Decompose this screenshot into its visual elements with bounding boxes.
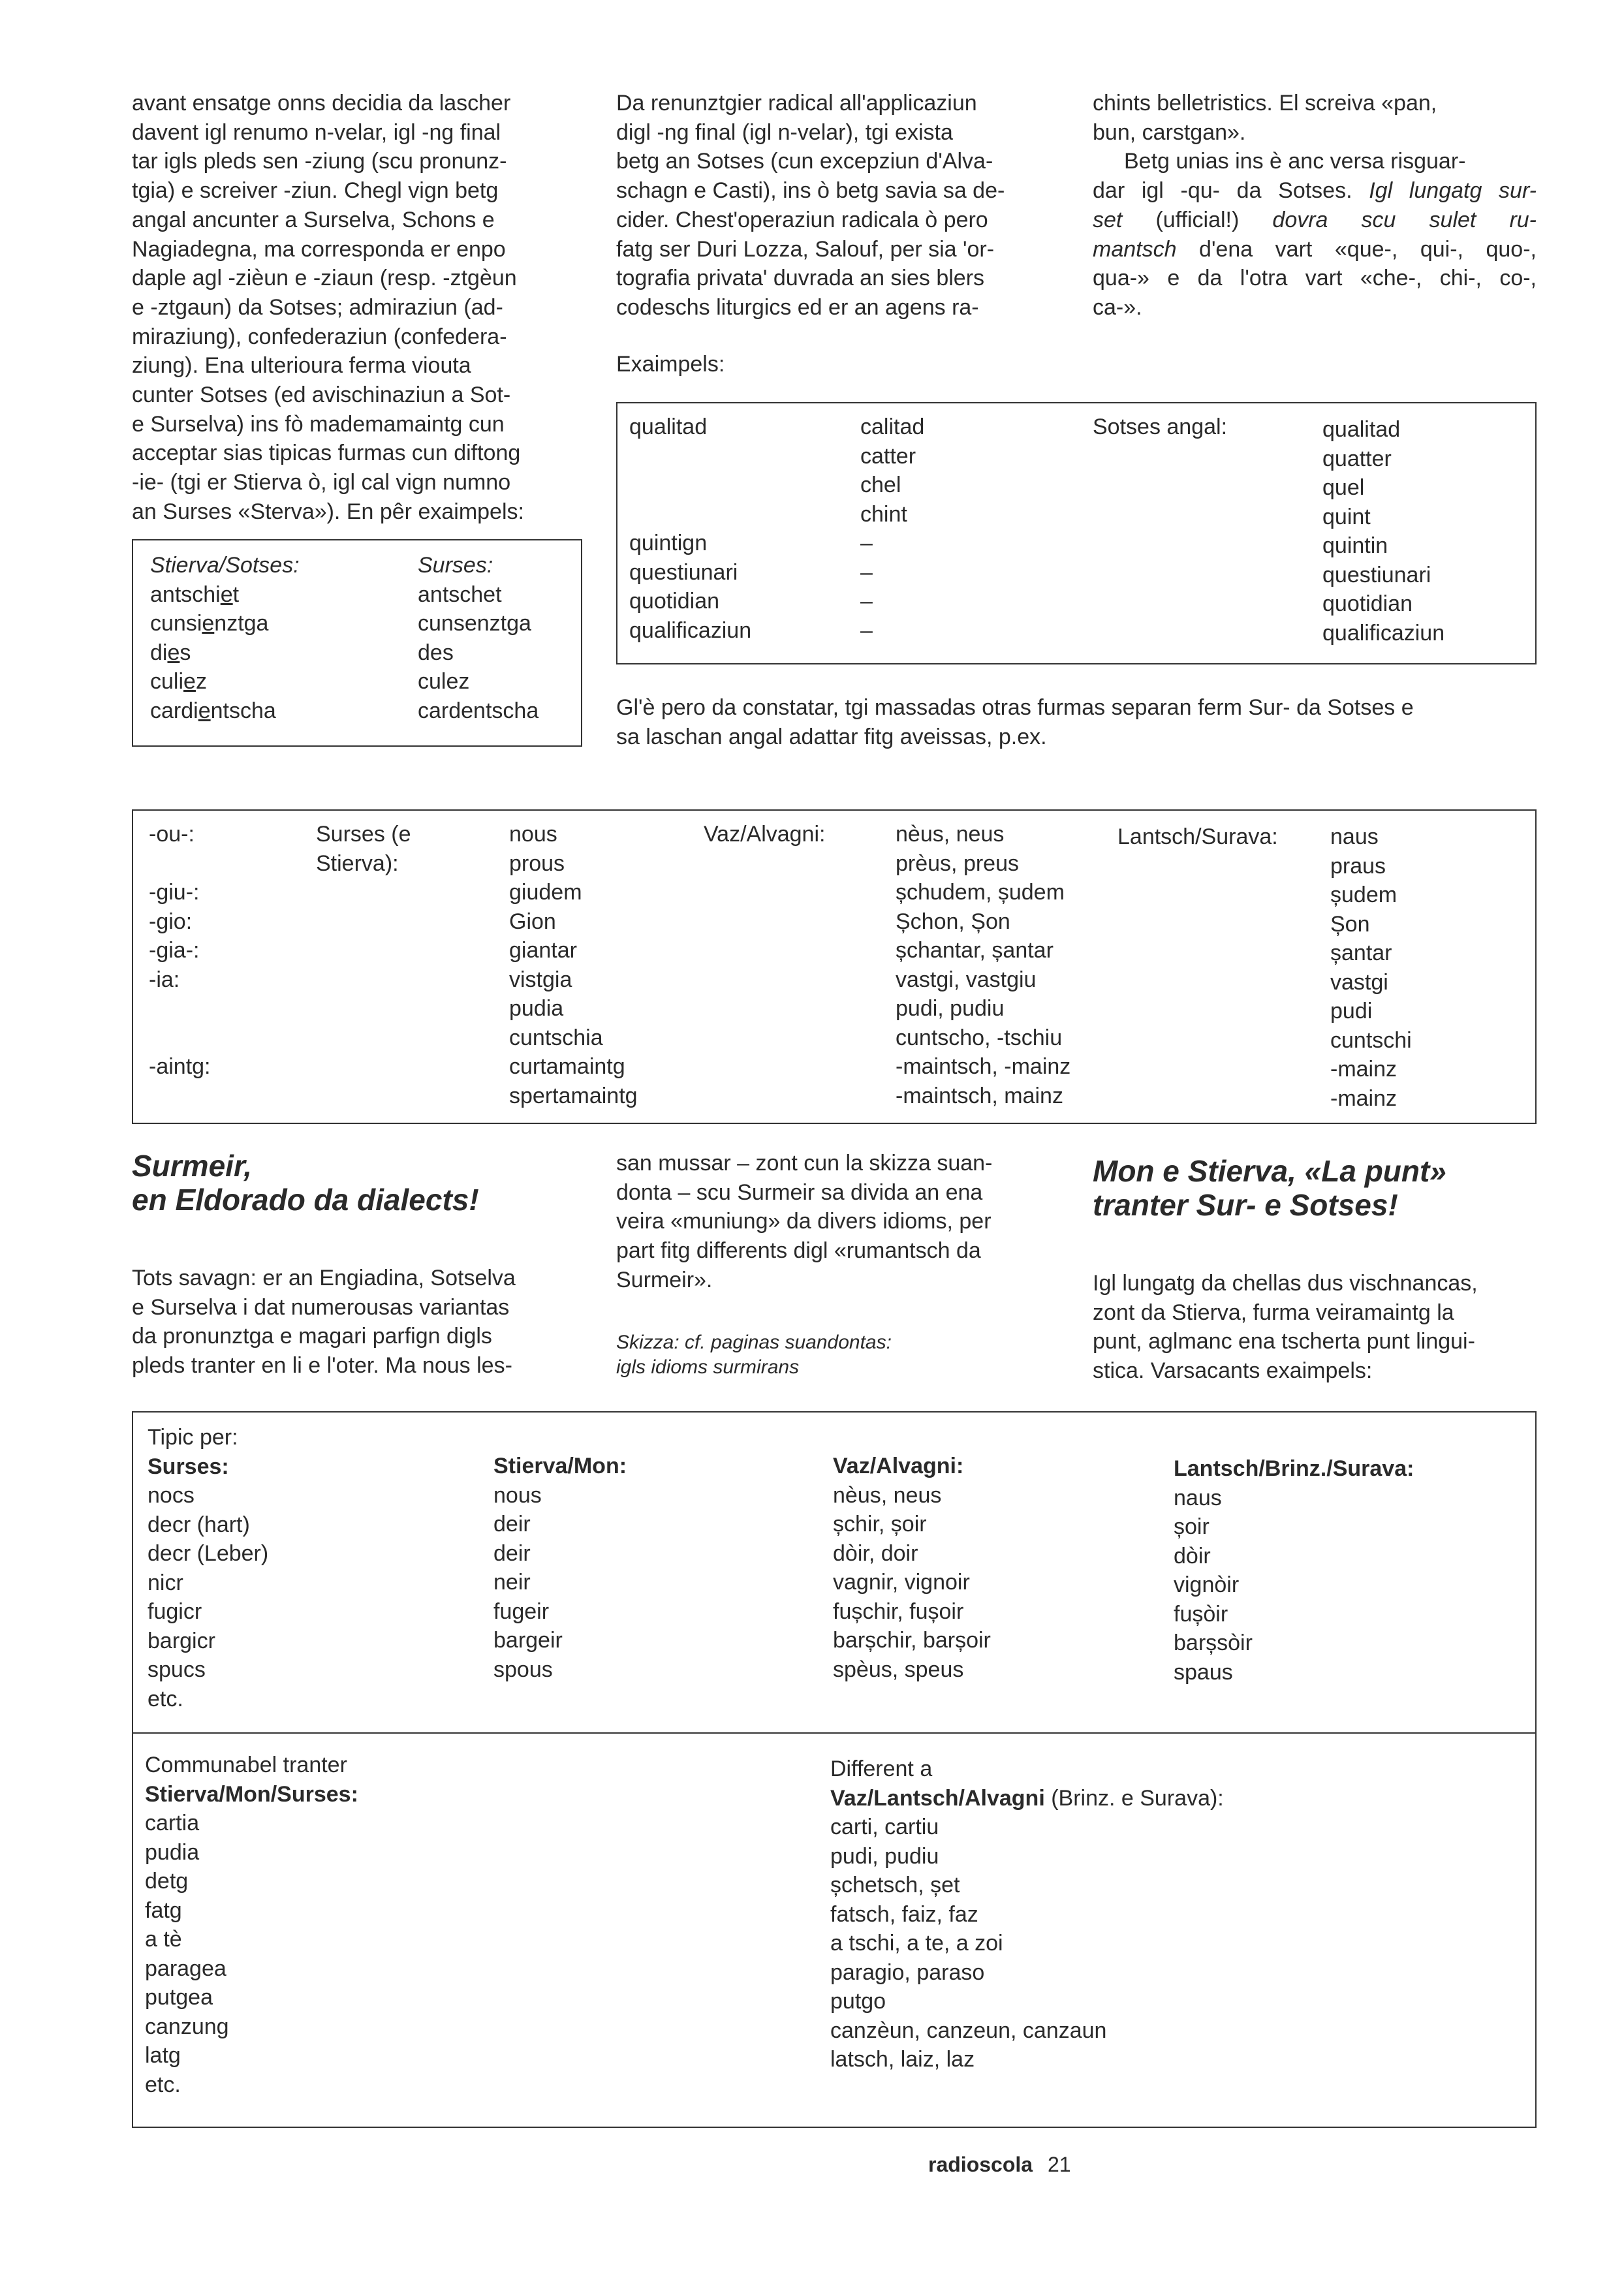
table-column [145,1751,358,2099]
table-cell: qualificaziun [629,617,752,643]
table-cell: paragea [145,1956,226,1981]
table-cell: chel [860,473,901,497]
text-line: Skizza: cf. paginas suandontas: [616,1332,892,1353]
text-line: codeschs liturgics ed er an agens ra- [616,294,979,320]
text-line: qua-» e da l'otra vart «che-, chi-, co-, [1093,266,1537,291]
table-cell: quatter [1322,446,1392,471]
examples-label: Exaimpels: [616,352,725,377]
text-line: Gl'è pero da constatar, tgi massadas otras furmas separan ferm Sur- da Sotses e [616,695,1414,720]
table-column [509,820,638,1110]
text-line: fatg ser Duri Lozza, Salouf, per sia 'or- [616,236,995,262]
column-header: Lantsch/Brinz./Surava: [1174,1456,1414,1481]
table-column [493,1452,627,1684]
stierva-surses-table [132,539,582,747]
table-cell: quotidian [629,589,720,614]
table-column [148,1423,268,1713]
table-cell: -gia-: [149,938,200,963]
table-cell [149,994,211,1023]
column-header: Vaz/Lantsch/Alvagni (Brinz. e Surava): [830,1785,1224,1811]
text-line: chints belletristics. El screiva «pan, [1093,91,1437,116]
table-cell: carti, cartiu [830,1815,939,1839]
col2-top-text [616,89,1064,322]
mon-stierva-text [1093,1269,1537,1386]
table-cell: -mainz [1330,1085,1398,1111]
table-cell: detg [145,1869,189,1894]
table-cell: calitad [860,414,925,439]
text-line: veira «muniung» da divers idioms, per [616,1209,992,1234]
list-item: culez [418,669,470,694]
heading-line: Mon e Stierva, «La punt» [1093,1154,1446,1188]
column-header: Stierva/Mon: [493,1454,627,1478]
text-line: Igl lungatg da chellas dus vischnancas, [1093,1271,1478,1296]
table-column [1322,415,1444,648]
table-cell: questiunari [1322,562,1431,587]
text-line: digl -ng final (igl n-velar), tgi exista [616,119,953,145]
text-line: daple agl -zièun e -ziaun (resp. -ztgèun [132,266,517,291]
table-cell: șchantar, șantar [896,938,1054,963]
text-line: donta – scu Surmeir sa divida an ena [616,1179,983,1205]
table-cell: – [860,531,873,555]
heading-line: en Eldorado da dialects! [132,1183,479,1217]
table-cell: naus [1174,1485,1222,1510]
table-cell: cartia [145,1811,200,1835]
surmeir-text [132,1264,581,1381]
table-cell: bargeir [493,1628,563,1653]
table-cell: quintin [1322,533,1388,558]
text-line: tar igls pleds sen -ziung (scu pronunz- [132,149,507,174]
table-cell: șchetsch, șet [830,1873,960,1897]
table-cell: giantar [509,938,577,963]
text-line: betg an Sotses (cun excepziun d'Alva- [616,149,993,174]
table-cell: chint [860,501,907,527]
table-cell [629,471,751,500]
table-cell: – [860,559,873,585]
publication-name: radioscola [928,2153,1033,2176]
qualitad-table [616,402,1537,664]
table-cell: giudem [509,880,582,905]
surmeir-heading [132,1149,479,1217]
table-column [896,820,1070,1110]
table-cell: vistgia [509,967,572,992]
table-cell: dòir [1174,1543,1211,1569]
table-cell: pudi, pudiu [896,996,1005,1021]
table-column [629,413,751,645]
table-cell: șantar [1330,941,1392,965]
table-label: Lantsch/Surava: [1117,824,1278,849]
table-cell: -ia: [149,967,180,992]
tipic-table [132,1411,1537,2128]
list-item: antschiet [150,582,240,607]
table-cell: -gio: [149,909,193,934]
table-cell: spaus [1174,1659,1233,1685]
table-cell: qualitad [629,414,708,439]
table-cell: quint [1322,504,1371,529]
list-item: antschet [418,582,502,607]
col1-top-text [132,89,581,527]
table-cell: latg [145,2043,181,2068]
table-column [833,1452,991,1684]
text-line: mantsch d'ena vart «que-, qui-, quo-, [1093,236,1537,262]
text-line: avant ensatge onns decidia da lascher [132,91,511,116]
text-line: e -ztgaun) da Sotses; admiraziun (ad- [132,294,503,320]
sketch-note [616,1330,892,1380]
text-line: part fitg differents digl «rumantsch da [616,1238,981,1264]
list-item: des [418,640,454,665]
table-label [316,820,411,878]
table-cell: praus [1330,853,1386,879]
table-cell [629,500,751,529]
table-cell: a tè [145,1927,182,1952]
table-intro: Tipic per: [148,1425,238,1450]
table-column [150,551,300,725]
table-cell: qualitad [1322,417,1401,442]
table-cell: quotidian [1322,591,1413,616]
table-cell [149,1023,211,1053]
text-line: e Surselva) ins fò mademamaintg cun [132,411,505,437]
table-cell: deir [493,1540,531,1566]
table-cell: prèus, preus [896,851,1019,876]
table-cell: fugeir [493,1599,550,1624]
table-label: Vaz/Alvagni: [704,822,826,847]
col3-top-text [1093,89,1537,322]
text-line: Tots savagn: er an Engiadina, Sotselva [132,1266,516,1290]
column-header: Surses: [148,1454,229,1479]
table-column [149,820,211,1082]
text-line: an Surses «Sterva»). En pêr exaimpels: [132,499,524,524]
table-cell: cuntschia [509,1025,603,1050]
table-cell: nèus, neus [896,822,1005,847]
table-cell: -aintg: [149,1054,211,1079]
table-cell: -mainz [1330,1057,1398,1082]
table-cell: qualificaziun [1322,620,1445,646]
table-divider [133,1732,1535,1734]
table-column [860,413,924,645]
text-line: ziung). Ena ulterioura ferma viouta [132,353,471,379]
table-cell: latsch, laiz, laz [830,2047,975,2072]
table-cell: Șchon, Șon [896,909,1010,934]
text-line: pleds tranter en li e l'oter. Ma nous les- [132,1353,512,1379]
text-line: cunter Sotses (ed avischinaziun a Sot- [132,382,511,408]
table-cell: pudia [145,1839,200,1865]
note-after-qualitad [616,693,1537,751]
table-cell: -maintsch, -mainz [896,1054,1071,1079]
text-line: miraziung), confederaziun (confedera- [132,324,507,349]
text-line: dar igl -qu- da Sotses. Igl lungatg sur- [1093,178,1537,204]
table-cell: nicr [148,1570,183,1595]
table-cell: deir [493,1512,531,1537]
table-cell: spertamaintg [509,1083,638,1108]
table-cell: vignòir [1174,1572,1240,1597]
table-cell: -maintsch, mainz [896,1083,1063,1108]
table-column [1330,822,1412,1113]
table-cell: nous [493,1482,542,1508]
table-cell: fugicr [148,1599,202,1624]
text-line: schagn e Casti), ins ò betg savia sa de- [616,178,1005,204]
table-cell: fușòir [1174,1601,1228,1627]
table-cell [629,442,751,471]
text-line: set (ufficial!) dovra scu sulet ru- [1093,207,1537,232]
table-cell: paragio, paraso [830,1959,985,1985]
text-line: davent igl renumo n-velar, igl -ng final [132,119,501,145]
table-cell: canzèun, canzeun, canzaun [830,2018,1107,2043]
column-header: Stierva/Sotses: [150,553,300,578]
table-cell: canzung [145,2014,229,2039]
label-line: Stierva): [316,851,399,876]
table-cell: fatsch, faiz, faz [830,1901,978,1927]
table-cell: putgo [830,1989,886,2014]
text-line: angal ancunter a Surselva, Schons e [132,207,495,232]
table-cell: pudia [509,996,564,1021]
table-cell: etc. [148,1686,183,1711]
table-cell: fatg [145,1897,182,1923]
text-line: bun, carstgan». [1093,119,1246,145]
table-cell: pudi, pudiu [830,1843,939,1869]
table-cell: – [860,589,873,614]
page-footer [928,2153,1071,2177]
list-item: culiez [150,669,207,694]
table-cell: naus [1330,824,1379,849]
table-cell: spous [493,1657,553,1682]
table-cell: șudem [1330,882,1398,907]
text-line: san mussar – zont cun la skizza suan- [616,1151,993,1176]
table-cell: pudi [1330,999,1373,1023]
table-cell: dòir, doir [833,1540,918,1566]
table-cell: decr (Leber) [148,1541,269,1566]
text-line: -ie- (tgi er Stierva ò, igl cal vign numno [132,470,511,495]
list-item: cunsenztga [418,611,531,636]
text-line: ca-». [1093,294,1142,320]
text-line: cider. Chest'operaziun radicala ò pero [616,207,988,232]
text-line: da pronunztga e magari parfign digls [132,1324,492,1349]
table-cell: șchudem, șudem [896,880,1065,905]
table-cell: nous [509,822,557,847]
heading-line: Surmeir, [132,1149,253,1183]
table-cell: quintign [629,531,708,555]
table-cell: quel [1322,475,1365,500]
table-cell: vagnir, vignoir [833,1570,970,1595]
table-cell: -ou-: [149,822,195,847]
text-line: punt, aglmanc ena tscherta punt lingui- [1093,1329,1475,1354]
table-column [830,1755,1224,2074]
list-item: cunsienztga [150,611,269,636]
text-line: Nagiadegna, ma corresponda er enpo [132,236,506,262]
page-number: 21 [1047,2153,1071,2176]
surmeir-text-continued [616,1149,1060,1295]
dialects-table [132,809,1537,1124]
table-intro: Different a [830,1756,933,1781]
table-column [418,551,539,725]
text-line: sa laschan angal adattar fitg aveissas, p.ex. [616,724,1047,749]
table-cell: questiunari [629,559,738,585]
table-cell: decr (hart) [148,1512,250,1537]
list-item: cardentscha [418,698,539,723]
table-cell: curtamaintg [509,1054,625,1079]
table-cell: Șon [1330,911,1370,937]
table-cell: catter [860,443,916,469]
text-line: tografia privata' duvrada an sies blers [616,266,985,291]
table-cell: Gion [509,909,556,934]
table-cell: a tschi, a te, a zoi [830,1931,1003,1956]
table-cell: -giu-: [149,880,200,905]
text-line: Betg unias ins è anc versa risguar- [1124,149,1466,174]
table-cell: fușchir, fușoir [833,1599,964,1624]
column-header: Stierva/Mon/Surses: [145,1781,358,1807]
table-cell: barșchir, barșoir [833,1628,991,1653]
table-cell: – [860,617,873,643]
column-header: Surses: [418,553,493,578]
label-line: Surses (e [316,822,411,847]
table-cell: putgea [145,1985,213,2010]
table-cell: nocs [148,1483,195,1508]
text-line: zont da Stierva, furma veiramaintg la [1093,1300,1454,1325]
list-item: dies [150,640,191,665]
table-column [1174,1454,1414,1687]
table-cell: barșsòir [1174,1631,1253,1655]
table-cell: șchir, șoir [833,1512,927,1537]
text-line: stica. Varsacants exaimpels: [1093,1358,1373,1384]
table-cell: spèus, speus [833,1657,964,1682]
table-cell: neir [493,1570,531,1595]
table-label: Sotses angal: [1093,414,1228,439]
heading-line: tranter Sur- e Sotses! [1093,1188,1398,1222]
text-line: e Surselva i dat numerousas variantas [132,1294,510,1320]
table-cell [149,849,211,879]
table-cell: vastgi [1330,969,1388,995]
list-item: cardientscha [150,698,276,723]
table-cell: bargicr [148,1628,215,1653]
mon-stierva-heading [1093,1154,1446,1222]
table-cell: cuntschi [1330,1027,1412,1053]
text-line: igls idioms surmirans [616,1356,800,1378]
table-cell: nèus, neus [833,1482,942,1508]
text-line: Surmeir». [616,1267,713,1292]
table-cell: prous [509,851,565,876]
table-cell: vastgi, vastgiu [896,967,1037,992]
table-cell: cuntscho, -tschiu [896,1025,1063,1050]
column-header: Vaz/Alvagni: [833,1454,964,1478]
text-line: tgia) e screiver -ziun. Chegl vign betg [132,178,499,204]
table-cell: etc. [145,2072,181,2097]
table-cell: șoir [1174,1514,1210,1539]
text-line: Da renunztgier radical all'applicaziun [616,91,977,116]
table-intro: Communabel tranter [145,1753,347,1777]
text-line: acceptar sias tipicas furmas cun diftong [132,441,521,466]
table-cell: spucs [148,1657,206,1682]
